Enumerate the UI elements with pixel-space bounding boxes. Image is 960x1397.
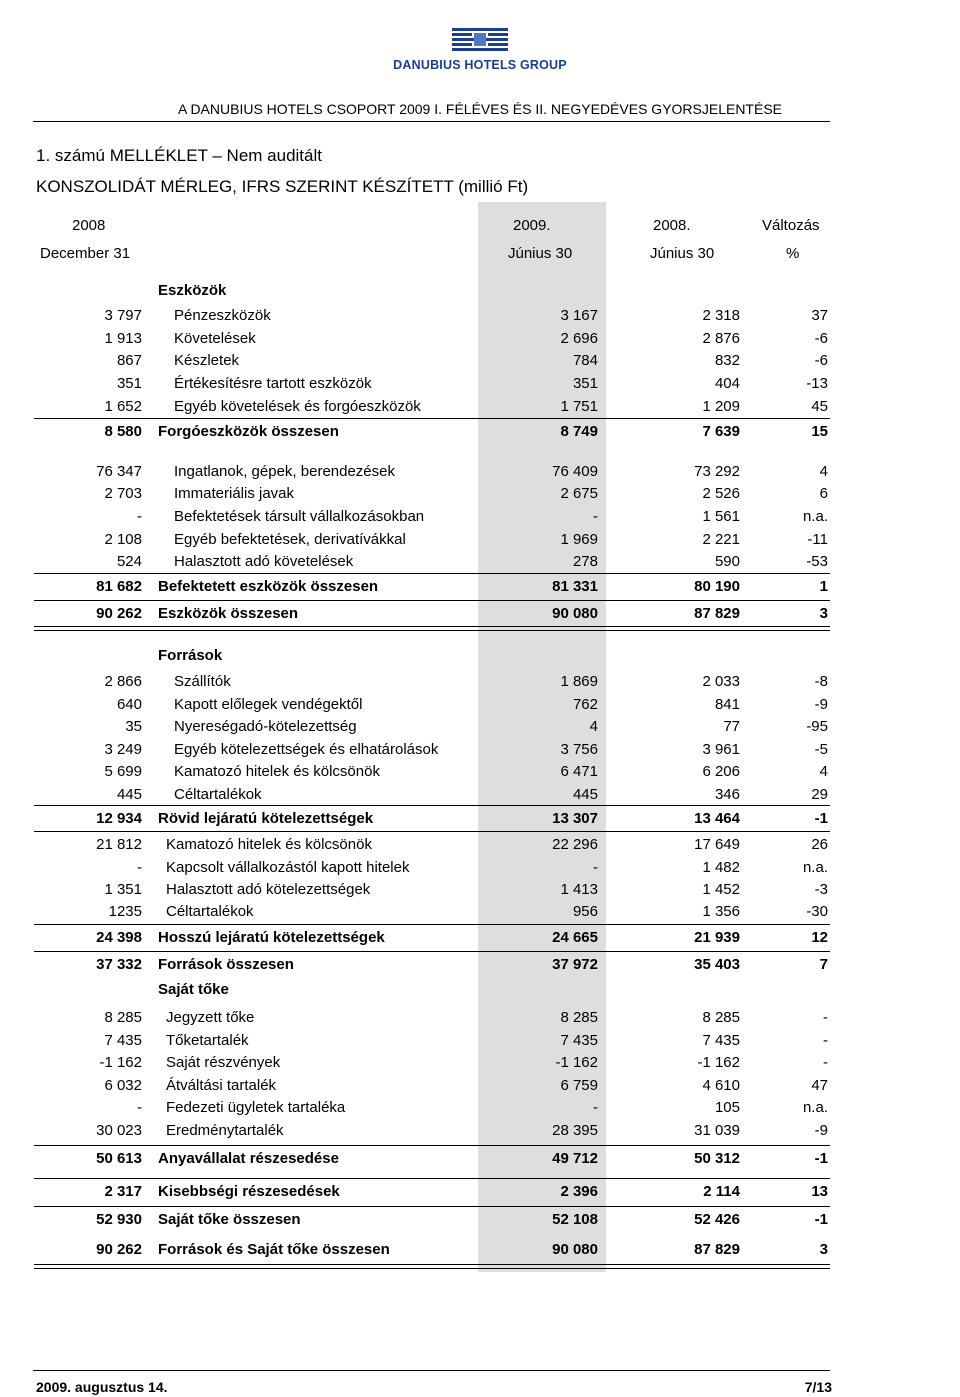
table-row <box>0 784 960 806</box>
cell-c3: 3 <box>819 605 828 622</box>
cell-c1: 2 396 <box>560 1183 598 1200</box>
cell-c3: 45 <box>811 398 828 415</box>
cell-c1: 8 285 <box>560 1009 598 1026</box>
cell-c0: - <box>137 508 142 525</box>
subtotal-divider <box>34 924 830 925</box>
cell-c1: 6 471 <box>560 763 598 780</box>
table-row <box>0 761 960 783</box>
cell-c0: 12 934 <box>96 810 142 827</box>
subtotal-divider <box>34 600 830 601</box>
cell-c0: 81 682 <box>96 578 142 595</box>
col0-year: 2008 <box>72 217 106 234</box>
cell-c3: -53 <box>806 553 828 570</box>
cell-c1: 1 751 <box>560 398 598 415</box>
cell-c1: 22 296 <box>552 836 598 853</box>
cell-c2: 77 <box>723 718 740 735</box>
row-label: Pénzeszközök <box>174 307 271 324</box>
cell-c0: 524 <box>116 553 142 570</box>
cell-c3: n.a. <box>802 859 828 876</box>
table-row <box>0 483 960 505</box>
cell-c1: 784 <box>572 352 598 369</box>
cell-c1: 762 <box>572 696 598 713</box>
cell-c0: 1235 <box>108 903 142 920</box>
cell-c2: 2 033 <box>702 673 740 690</box>
cell-c2: 35 403 <box>694 956 740 973</box>
cell-c1: 1 969 <box>560 531 598 548</box>
cell-c2: 841 <box>714 696 740 713</box>
cell-c0: 2 866 <box>104 673 142 690</box>
cell-c2: 21 939 <box>694 929 740 946</box>
report-title: A DANUBIUS HOTELS CSOPORT 2009 I. FÉLÉVES ÉS II. NEGYEDÉVES GYORSJELENTÉSE <box>177 101 783 117</box>
cell-c3: -9 <box>814 696 828 713</box>
cell-c3: 13 <box>811 1183 828 1200</box>
table-row <box>0 551 960 573</box>
table-row <box>0 1052 960 1074</box>
cell-c1: 3 756 <box>560 741 598 758</box>
cell-c3: - <box>823 1054 828 1071</box>
cell-c3: 6 <box>819 485 828 502</box>
row-label: Egyéb befektetések, derivatívákkal <box>174 531 406 548</box>
table-row <box>0 1209 960 1231</box>
cell-c3: -1 <box>814 1211 828 1228</box>
cell-c1: 6 759 <box>560 1077 598 1094</box>
cell-c3: 29 <box>811 786 828 803</box>
cell-c3: -8 <box>814 673 828 690</box>
cell-c0: 24 398 <box>96 929 142 946</box>
subtotal-divider <box>34 805 830 806</box>
col2-date: Június 30 <box>650 245 715 262</box>
cell-c0: 640 <box>116 696 142 713</box>
table-row <box>0 927 960 949</box>
subtotal-divider <box>34 951 830 952</box>
row-label: Befektetések társult vállalkozásokban <box>174 508 425 525</box>
table-row <box>0 716 960 738</box>
col2-year: 2008. <box>653 217 691 234</box>
row-label: Források és Saját tőke összesen <box>158 1241 390 1258</box>
cell-c1: 956 <box>572 903 598 920</box>
table-row <box>0 1239 960 1261</box>
cell-c1: -1 162 <box>555 1054 598 1071</box>
table-row <box>0 671 960 693</box>
row-label: Értékesítésre tartott eszközök <box>174 375 372 392</box>
cell-c2: 1 452 <box>702 881 740 898</box>
cell-c2: 2 526 <box>702 485 740 502</box>
row-label: Anyavállalat részesedése <box>158 1150 339 1167</box>
table-row <box>0 1097 960 1119</box>
cell-c1: 28 395 <box>552 1122 598 1139</box>
table-row <box>0 954 960 976</box>
cell-c0: 8 580 <box>104 423 142 440</box>
cell-c1: 24 665 <box>552 929 598 946</box>
footer-divider <box>33 1370 830 1371</box>
cell-c1: 351 <box>572 375 598 392</box>
table-row <box>0 1120 960 1142</box>
cell-c3: -1 <box>814 810 828 827</box>
col1-year: 2009. <box>513 217 551 234</box>
brand-name: DANUBIUS HOTELS GROUP <box>393 58 567 72</box>
cell-c0: 2 108 <box>104 531 142 548</box>
cell-c0: 21 812 <box>96 836 142 853</box>
cell-c2: 1 356 <box>702 903 740 920</box>
cell-c1: 4 <box>589 718 598 735</box>
cell-c0: 1 913 <box>104 330 142 347</box>
cell-c0: 50 613 <box>96 1150 142 1167</box>
cell-c2: 3 961 <box>702 741 740 758</box>
cell-c3: 15 <box>811 423 828 440</box>
section-assets: Eszközök <box>158 282 227 299</box>
cell-c2: 346 <box>714 786 740 803</box>
cell-c0: 30 023 <box>96 1122 142 1139</box>
cell-c1: 76 409 <box>552 463 598 480</box>
cell-c3: -6 <box>814 352 828 369</box>
cell-c0: 6 032 <box>104 1077 142 1094</box>
cell-c3: -6 <box>814 330 828 347</box>
cell-c2: 1 209 <box>702 398 740 415</box>
row-label: Forgóeszközök összesen <box>158 423 339 440</box>
col3-unit: % <box>786 245 800 262</box>
annex-title: 1. számú MELLÉKLET – Nem auditált <box>36 146 322 165</box>
col0-date: December 31 <box>40 245 131 262</box>
cell-c2: 7 435 <box>702 1032 740 1049</box>
row-label: Befektetett eszközök összesen <box>158 578 379 595</box>
cell-c2: 590 <box>714 553 740 570</box>
section-liabilities: Források <box>158 647 223 664</box>
cell-c2: 404 <box>714 375 740 392</box>
row-label: Kisebbségi részesedések <box>158 1183 340 1200</box>
cell-c0: 867 <box>116 352 142 369</box>
row-label: Saját tőke összesen <box>158 1211 301 1228</box>
cell-c3: -30 <box>806 903 828 920</box>
cell-c2: 13 464 <box>694 810 740 827</box>
cell-c2: 17 649 <box>694 836 740 853</box>
row-label: Egyéb követelések és forgóeszközök <box>174 398 421 415</box>
cell-c0: 5 699 <box>104 763 142 780</box>
cell-c3: 4 <box>819 463 828 480</box>
row-label: Kamatozó hitelek és kölcsönök <box>174 763 380 780</box>
cell-c2: 87 829 <box>694 1241 740 1258</box>
cell-c3: -13 <box>806 375 828 392</box>
cell-c2: 2 221 <box>702 531 740 548</box>
cell-c1: - <box>593 508 598 525</box>
cell-c1: - <box>593 859 598 876</box>
cell-c1: 445 <box>572 786 598 803</box>
cell-c0: 7 435 <box>104 1032 142 1049</box>
table-row <box>0 1030 960 1052</box>
cell-c2: 87 829 <box>694 605 740 622</box>
footer-date: 2009. augusztus 14. <box>36 1379 168 1395</box>
row-label: Céltartalékok <box>174 786 262 803</box>
row-label: Kamatozó hitelek és kölcsönök <box>166 836 372 853</box>
table-row <box>0 739 960 761</box>
cell-c1: 7 435 <box>560 1032 598 1049</box>
row-label: Átváltási tartalék <box>166 1077 277 1094</box>
row-label: Immateriális javak <box>174 485 295 502</box>
table-row <box>0 1007 960 1029</box>
subtotal-divider <box>34 1145 830 1146</box>
cell-c0: 8 285 <box>104 1009 142 1026</box>
row-label: Tőketartalék <box>166 1032 249 1049</box>
cell-c3: - <box>823 1032 828 1049</box>
cell-c3: -11 <box>807 531 828 548</box>
table-row <box>0 857 960 879</box>
cell-c2: 7 639 <box>702 423 740 440</box>
table-row <box>0 1148 960 1170</box>
cell-c2: 2 876 <box>702 330 740 347</box>
row-label: Ingatlanok, gépek, berendezések <box>174 463 395 480</box>
cell-c1: 13 307 <box>552 810 598 827</box>
table-row <box>0 305 960 327</box>
row-label: Rövid lejáratú kötelezettségek <box>158 810 374 827</box>
footer-page: 7/13 <box>804 1379 832 1395</box>
cell-c3: -3 <box>814 881 828 898</box>
row-label: Eredménytartalék <box>166 1122 284 1139</box>
cell-c0: 2 703 <box>104 485 142 502</box>
subtotal-divider <box>34 418 830 419</box>
row-label: Eszközök összesen <box>158 605 299 622</box>
cell-c0: 76 347 <box>96 463 142 480</box>
cell-c2: 1 561 <box>702 508 740 525</box>
table-row <box>0 901 960 923</box>
cell-c0: 52 930 <box>96 1211 142 1228</box>
cell-c0: 1 351 <box>104 881 142 898</box>
cell-c2: 80 190 <box>694 578 740 595</box>
subtotal-divider <box>34 573 830 574</box>
total-double-underline <box>34 626 830 631</box>
cell-c0: 3 797 <box>104 307 142 324</box>
cell-c2: 50 312 <box>694 1150 740 1167</box>
cell-c0: 2 317 <box>104 1183 142 1200</box>
col3-title: Változás <box>762 217 820 234</box>
cell-c0: 351 <box>116 375 142 392</box>
row-label: Szállítók <box>174 673 231 690</box>
cell-c0: 90 262 <box>96 1241 142 1258</box>
table-row <box>0 1181 960 1203</box>
cell-c3: 26 <box>811 836 828 853</box>
table-row <box>0 1075 960 1097</box>
cell-c0: 1 652 <box>104 398 142 415</box>
table-row <box>0 576 960 598</box>
cell-c1: 1 869 <box>560 673 598 690</box>
cell-c2: 2 318 <box>702 307 740 324</box>
table-row <box>0 694 960 716</box>
cell-c2: -1 162 <box>697 1054 740 1071</box>
cell-c2: 832 <box>714 352 740 369</box>
row-label: Egyéb kötelezettségek és elhatárolások <box>174 741 439 758</box>
cell-c1: 90 080 <box>552 605 598 622</box>
table-row <box>0 461 960 483</box>
table-row <box>0 506 960 528</box>
table-row <box>0 603 960 625</box>
subtotal-divider <box>34 1178 830 1179</box>
row-label: Készletek <box>174 352 240 369</box>
cell-c2: 73 292 <box>694 463 740 480</box>
cell-c1: 90 080 <box>552 1241 598 1258</box>
cell-c1: 8 749 <box>560 423 598 440</box>
col1-date: Június 30 <box>508 245 573 262</box>
row-label: Források összesen <box>158 956 294 973</box>
table-row <box>0 879 960 901</box>
cell-c2: 31 039 <box>694 1122 740 1139</box>
cell-c3: 12 <box>811 929 828 946</box>
row-label: Halasztott adó követelések <box>174 553 354 570</box>
cell-c0: - <box>137 859 142 876</box>
row-label: Fedezeti ügyletek tartaléka <box>166 1099 346 1116</box>
table-row <box>0 529 960 551</box>
table-row <box>0 834 960 856</box>
cell-c3: -95 <box>806 718 828 735</box>
row-label: Kapcsolt vállalkozástól kapott hitelek <box>166 859 410 876</box>
cell-c0: 90 262 <box>96 605 142 622</box>
cell-c3: 3 <box>819 1241 828 1258</box>
group-divider <box>34 831 830 832</box>
cell-c2: 105 <box>714 1099 740 1116</box>
table-row <box>0 328 960 350</box>
row-label: Céltartalékok <box>166 903 254 920</box>
cell-c1: 37 972 <box>552 956 598 973</box>
cell-c3: n.a. <box>802 1099 828 1116</box>
row-label: Kapott előlegek vendégektől <box>174 696 363 713</box>
table-row <box>0 373 960 395</box>
row-label: Jegyzett tőke <box>166 1009 255 1026</box>
cell-c2: 52 426 <box>694 1211 740 1228</box>
cell-c1: 1 413 <box>560 881 598 898</box>
cell-c1: 49 712 <box>552 1150 598 1167</box>
cell-c3: - <box>823 1009 828 1026</box>
cell-c1: 3 167 <box>560 307 598 324</box>
cell-c2: 8 285 <box>702 1009 740 1026</box>
statement-title: KONSZOLIDÁT MÉRLEG, IFRS SZERINT KÉSZÍTETT (millió Ft) <box>36 177 529 196</box>
row-label: Hosszú lejáratú kötelezettségek <box>158 929 385 946</box>
cell-c3: 37 <box>811 307 828 324</box>
cell-c3: -9 <box>814 1122 828 1139</box>
row-label: Halasztott adó kötelezettségek <box>166 881 371 898</box>
cell-c1: 278 <box>572 553 598 570</box>
cell-c2: 6 206 <box>702 763 740 780</box>
cell-c2: 1 482 <box>702 859 740 876</box>
table-row <box>0 396 960 418</box>
cell-c0: 3 249 <box>104 741 142 758</box>
table-row <box>0 808 960 830</box>
cell-c3: 1 <box>819 578 828 595</box>
cell-c3: -5 <box>814 741 828 758</box>
table-row <box>0 350 960 372</box>
cell-c0: -1 162 <box>99 1054 142 1071</box>
total-double-underline <box>34 1264 830 1269</box>
section-equity: Saját tőke <box>158 981 229 998</box>
cell-c0: 445 <box>116 786 142 803</box>
cell-c2: 2 114 <box>703 1183 740 1200</box>
cell-c1: 2 675 <box>560 485 598 502</box>
cell-c1: 81 331 <box>552 578 598 595</box>
cell-c3: 4 <box>819 763 828 780</box>
row-label: Saját részvények <box>166 1054 281 1071</box>
cell-c3: 47 <box>811 1077 828 1094</box>
row-label: Követelések <box>174 330 256 347</box>
cell-c0: 35 <box>125 718 142 735</box>
cell-c1: 52 108 <box>552 1211 598 1228</box>
row-label: Nyereségadó-kötelezettség <box>174 718 357 735</box>
cell-c1: - <box>593 1099 598 1116</box>
cell-c3: n.a. <box>802 508 828 525</box>
subtotal-divider <box>34 1206 830 1207</box>
table-row <box>0 421 960 443</box>
cell-c3: -1 <box>814 1150 828 1167</box>
cell-c3: 7 <box>819 956 828 973</box>
cell-c2: 4 610 <box>702 1077 740 1094</box>
cell-c0: - <box>137 1099 142 1116</box>
cell-c0: 37 332 <box>96 956 142 973</box>
cell-c1: 2 696 <box>560 330 598 347</box>
